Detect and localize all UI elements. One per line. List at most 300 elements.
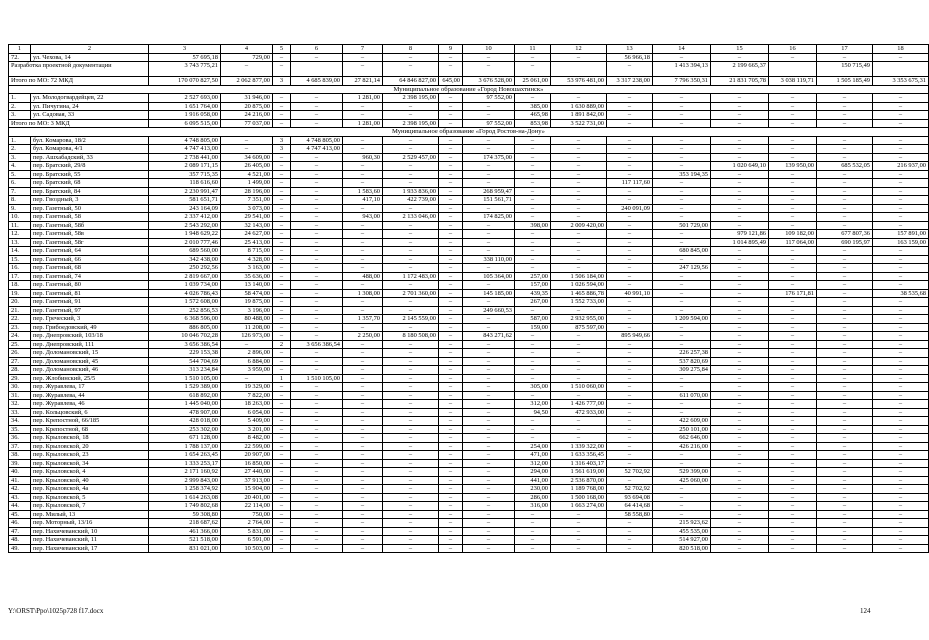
table-cell: 97 552,00 [463,119,515,128]
table-cell: – [273,536,291,545]
table-cell: 3 [273,145,291,154]
address-cell: пер. Крепостной, 66/185 [31,417,149,426]
table-cell: – [463,442,515,451]
table-cell: – [653,510,711,519]
table-cell: – [711,391,769,400]
table-cell: – [273,468,291,477]
table-cell: – [769,527,817,536]
table-cell: 12. [9,230,31,239]
table-cell: 230,00 [515,485,551,494]
table-cell: – [607,442,653,451]
table-cell: – [607,366,653,375]
table-cell: – [551,417,607,426]
table-cell: – [873,408,929,417]
table-cell: – [515,196,551,205]
table-cell: – [383,485,439,494]
table-cell: – [463,62,515,77]
table-cell: – [343,485,383,494]
table-cell: 41. [9,476,31,485]
table-cell: – [383,136,439,145]
table-cell: – [343,493,383,502]
table-cell: – [711,366,769,375]
table-cell: – [769,391,817,400]
table-cell: – [291,510,343,519]
table-cell [291,62,343,77]
table-cell: – [273,281,291,290]
table-cell: – [817,136,873,145]
row-label: Разработка проектной документации [9,62,149,77]
table-cell: – [653,298,711,307]
address-cell: пер. Жлобинский, 25/5 [31,374,149,383]
table-cell: – [817,417,873,426]
table-cell: 2 529 457,00 [383,153,439,162]
table-cell: – [607,247,653,256]
table-cell: – [711,340,769,349]
table-cell: 157 891,00 [873,230,929,239]
table-cell: – [711,485,769,494]
table-cell: – [607,136,653,145]
table-cell: – [515,306,551,315]
table-cell: – [221,145,273,154]
table-cell: 895 949,66 [607,332,653,341]
table-cell: 312,00 [515,459,551,468]
page-number: 124 [860,607,871,615]
table-cell: – [383,527,439,536]
table-cell: – [607,281,653,290]
table-cell: 6 591,00 [221,536,273,545]
table-cell: 25 061,00 [515,77,551,86]
row-label: Итого по МО: 3 МКД [9,119,149,128]
table-cell: – [515,94,551,103]
table-cell: – [383,417,439,426]
table-cell: 5 409,00 [221,417,273,426]
table-cell: – [291,119,343,128]
table-cell: – [653,281,711,290]
table-cell: 28. [9,366,31,375]
table-cell: – [711,119,769,128]
table-cell: 1 891 842,00 [551,111,607,120]
table-cell: – [817,425,873,434]
table-cell: 151 561,71 [463,196,515,205]
table-cell: – [383,298,439,307]
table-cell: – [291,485,343,494]
address-cell: пер. Греческий, 3 [31,315,149,324]
table-cell: – [817,357,873,366]
table-cell: – [273,238,291,247]
table-cell: 29. [9,374,31,383]
table-cell: 750,00 [221,510,273,519]
table-row [9,391,929,400]
table-cell: – [515,238,551,247]
table-cell: – [291,247,343,256]
table-cell: – [769,442,817,451]
table-cell: – [711,408,769,417]
table-cell: 1 308,00 [343,289,383,298]
table-cell: – [711,544,769,553]
table-cell: – [653,179,711,188]
table-cell: 159,00 [515,323,551,332]
table-cell: – [873,179,929,188]
table-cell: 685 532,05 [817,162,873,171]
table-cell: – [551,340,607,349]
table-cell: – [383,434,439,443]
table-cell: – [551,247,607,256]
table-cell: – [463,502,515,511]
table-cell: 3 743 775,21 [149,62,221,77]
column-number-cell: 3 [149,45,221,54]
table-cell: 461 366,00 [149,527,221,536]
table-cell: – [817,468,873,477]
table-cell: 6 054,00 [221,408,273,417]
table-cell: – [873,340,929,349]
table-cell: – [769,136,817,145]
table-cell: 56 966,18 [607,53,653,62]
table-cell: – [607,272,653,281]
table-cell: – [873,221,929,230]
table-cell: – [273,442,291,451]
address-cell: пер. Братский, 68 [31,179,149,188]
table-cell: – [383,170,439,179]
table-cell: – [607,264,653,273]
table-cell: – [817,510,873,519]
table-cell: – [463,136,515,145]
table-row [9,374,929,383]
table-cell: – [515,213,551,222]
table-cell: – [817,196,873,205]
table-cell: – [607,298,653,307]
table-cell: – [343,391,383,400]
table-cell: – [817,451,873,460]
table-cell: – [607,374,653,383]
table-cell: – [817,281,873,290]
address-cell: пер. Братский, 84 [31,187,149,196]
table-cell: – [291,281,343,290]
table-cell: – [711,468,769,477]
table-cell: – [383,281,439,290]
table-cell: 40 991,10 [607,289,653,298]
table-cell: – [273,204,291,213]
table-cell: – [711,213,769,222]
table-cell: – [439,179,463,188]
table-row [9,485,929,494]
table-cell: 44. [9,502,31,511]
table-cell: – [273,451,291,460]
table-cell: 6 368 596,00 [149,315,221,324]
table-cell: – [711,357,769,366]
table-cell: – [817,493,873,502]
table-cell: 240 091,09 [607,204,653,213]
table-cell: – [551,374,607,383]
table-cell: – [711,136,769,145]
table-cell: 58 558,80 [607,510,653,519]
address-cell: пер. Газетный, 74 [31,272,149,281]
table-cell: – [383,391,439,400]
table-cell: 5 831,00 [221,527,273,536]
table-cell: 426 216,00 [653,442,711,451]
table-cell: – [273,349,291,358]
table-cell: – [607,255,653,264]
table-cell: 1 663 274,00 [551,502,607,511]
table-cell: – [439,281,463,290]
table-cell: 305,00 [515,383,551,392]
address-cell: пер. Нахичеванский, 17 [31,544,149,553]
table-cell: – [343,544,383,553]
table-cell: – [463,527,515,536]
table-cell: 3 201,00 [221,425,273,434]
table-cell: 170 070 827,50 [149,77,221,86]
table-cell: – [463,391,515,400]
table-cell: – [273,357,291,366]
table-cell: 58 474,00 [221,289,273,298]
table-cell: 3 656 386,54 [291,340,343,349]
table-cell: 2 527 693,00 [149,94,221,103]
table-cell: – [551,136,607,145]
address-cell: пер. Доломановский, 15 [31,349,149,358]
table-cell: – [551,145,607,154]
table-cell: 2 199 665,37 [711,62,769,77]
table-cell: – [463,145,515,154]
table-cell: 4 328,00 [221,255,273,264]
table-row [9,230,929,239]
table-cell: – [769,221,817,230]
table-cell: – [653,145,711,154]
total-row [9,119,929,128]
table-cell: 1. [9,94,31,103]
table-cell: 19 329,00 [221,383,273,392]
table-cell: 53 976 481,00 [551,77,607,86]
table-cell: 19 875,00 [221,298,273,307]
table-row [9,306,929,315]
table-cell: 428 018,00 [149,417,221,426]
table-cell: 677 807,36 [817,230,873,239]
table-cell: – [343,145,383,154]
address-cell: пер. Крыловской, 34 [31,459,149,468]
table-cell: 46. [9,519,31,528]
table-row [9,179,929,188]
table-cell: – [439,510,463,519]
table-cell: – [273,544,291,553]
table-cell: – [607,408,653,417]
table-cell: – [653,119,711,128]
address-cell: пер. Днепровский, 103/18 [31,332,149,341]
table-cell: 1 426 777,00 [551,400,607,409]
table-cell: – [711,102,769,111]
table-cell: 33. [9,408,31,417]
table-cell: – [383,53,439,62]
table-row [9,383,929,392]
table-row [9,451,929,460]
table-cell: – [273,213,291,222]
table-cell: – [711,323,769,332]
table-cell: 312,00 [515,400,551,409]
table-cell: – [439,340,463,349]
table-cell: – [873,247,929,256]
table-cell: – [711,442,769,451]
address-cell: пер. Доломановский, 46 [31,366,149,375]
table-cell: – [711,374,769,383]
table-cell: 30. [9,383,31,392]
table-cell: – [769,544,817,553]
table-cell: – [273,366,291,375]
table-cell: – [383,510,439,519]
table-cell: – [769,264,817,273]
table-cell: – [463,264,515,273]
table-cell: – [439,247,463,256]
table-cell: – [817,221,873,230]
table-cell: – [769,502,817,511]
table-cell: – [439,417,463,426]
table-cell: – [873,476,929,485]
table-cell: – [343,519,383,528]
table-cell: 4 026 786,43 [149,289,221,298]
table-cell: – [817,383,873,392]
column-number-cell: 1 [9,45,31,54]
table-cell: 1 020 649,10 [711,162,769,171]
table-cell: – [439,136,463,145]
table-cell: – [343,136,383,145]
table-cell: 253 302,00 [149,425,221,434]
table-cell: 1 281,00 [343,94,383,103]
table-cell: – [273,519,291,528]
table-cell: – [769,53,817,62]
table-cell: – [343,357,383,366]
table-cell: 680 845,00 [653,247,711,256]
table-cell: – [343,340,383,349]
table-cell: – [463,400,515,409]
table-cell: – [291,221,343,230]
table-row [9,502,929,511]
table-cell: – [291,272,343,281]
table-row [9,53,929,62]
table-cell: 48. [9,536,31,545]
table-cell: 4 748 805,00 [149,136,221,145]
table-cell: – [607,349,653,358]
column-number-cell: 14 [653,45,711,54]
table-cell: 294,00 [515,468,551,477]
table-cell: – [291,298,343,307]
table-cell: – [273,383,291,392]
table-cell: 439,35 [515,289,551,298]
table-cell: – [817,442,873,451]
table-cell: 1 281,00 [343,119,383,128]
table-cell: – [873,519,929,528]
table-cell: – [607,417,653,426]
table-cell: 1 357,70 [343,315,383,324]
table-row [9,434,929,443]
table-cell: – [515,179,551,188]
table-cell: 1. [9,136,31,145]
table-cell: 2 089 171,15 [149,162,221,171]
table-cell: 64 414,68 [607,502,653,511]
total-row [9,77,929,86]
table-cell: – [383,238,439,247]
table-cell: – [343,170,383,179]
table-cell: – [769,493,817,502]
table-cell: 176 171,81 [769,289,817,298]
table-cell: – [383,536,439,545]
table-cell: – [817,298,873,307]
table-cell: – [653,340,711,349]
table-cell: 7 351,00 [221,196,273,205]
address-cell: пер. Крыловской, 4 [31,468,149,477]
table-cell: – [607,153,653,162]
table-cell: – [291,476,343,485]
table-cell: 471,00 [515,451,551,460]
table-cell: – [439,187,463,196]
table-cell: – [711,459,769,468]
table-cell: – [607,315,653,324]
table-cell: – [653,153,711,162]
table-cell: 1 506 184,00 [551,272,607,281]
table-cell: – [463,544,515,553]
table-cell: – [653,111,711,120]
table-cell: 11 208,00 [221,323,273,332]
table-cell: 52 702,92 [607,468,653,477]
table-cell: – [291,434,343,443]
address-cell: пер. Журавлева, 46 [31,400,149,409]
table-cell: 39. [9,459,31,468]
table-cell: – [463,408,515,417]
table-row [9,272,929,281]
column-number-cell: 12 [551,45,607,54]
table-cell: – [439,153,463,162]
table-cell: – [291,408,343,417]
table-cell: – [769,332,817,341]
table-cell: – [515,230,551,239]
table-cell: 268 959,47 [463,187,515,196]
table-row [9,459,929,468]
table-cell: – [817,264,873,273]
table-row [9,289,929,298]
table-cell: – [607,425,653,434]
table-cell: 18. [9,281,31,290]
table-cell: – [769,272,817,281]
table-cell: 886 805,00 [149,323,221,332]
address-cell: ул. Садовая, 33 [31,111,149,120]
table-cell: 820 518,00 [653,544,711,553]
address-cell: пер. Газетный, 81 [31,289,149,298]
table-cell: – [873,527,929,536]
table-cell: 662 646,00 [653,434,711,443]
table-row [9,111,929,120]
table-cell: – [817,476,873,485]
table-cell: – [463,459,515,468]
table-cell: 2 999 843,00 [149,476,221,485]
table-cell: – [711,298,769,307]
table-cell: – [383,111,439,120]
address-cell: пер. Крыловской, 7 [31,502,149,511]
table-cell: – [607,306,653,315]
table-row [9,442,929,451]
table-cell: – [551,519,607,528]
column-number-cell: 15 [711,45,769,54]
table-cell: – [873,468,929,477]
table-cell: – [607,196,653,205]
table-cell: – [291,255,343,264]
table-cell: – [439,264,463,273]
table-cell: – [273,162,291,171]
table-cell: – [273,170,291,179]
table-cell: – [291,527,343,536]
table-cell: 4 521,00 [221,170,273,179]
table-cell: – [291,451,343,460]
table-cell: 425 060,00 [653,476,711,485]
table-cell: – [607,357,653,366]
table-cell: – [463,451,515,460]
table-cell: 26. [9,349,31,358]
table-cell: – [515,425,551,434]
table-cell: – [769,340,817,349]
